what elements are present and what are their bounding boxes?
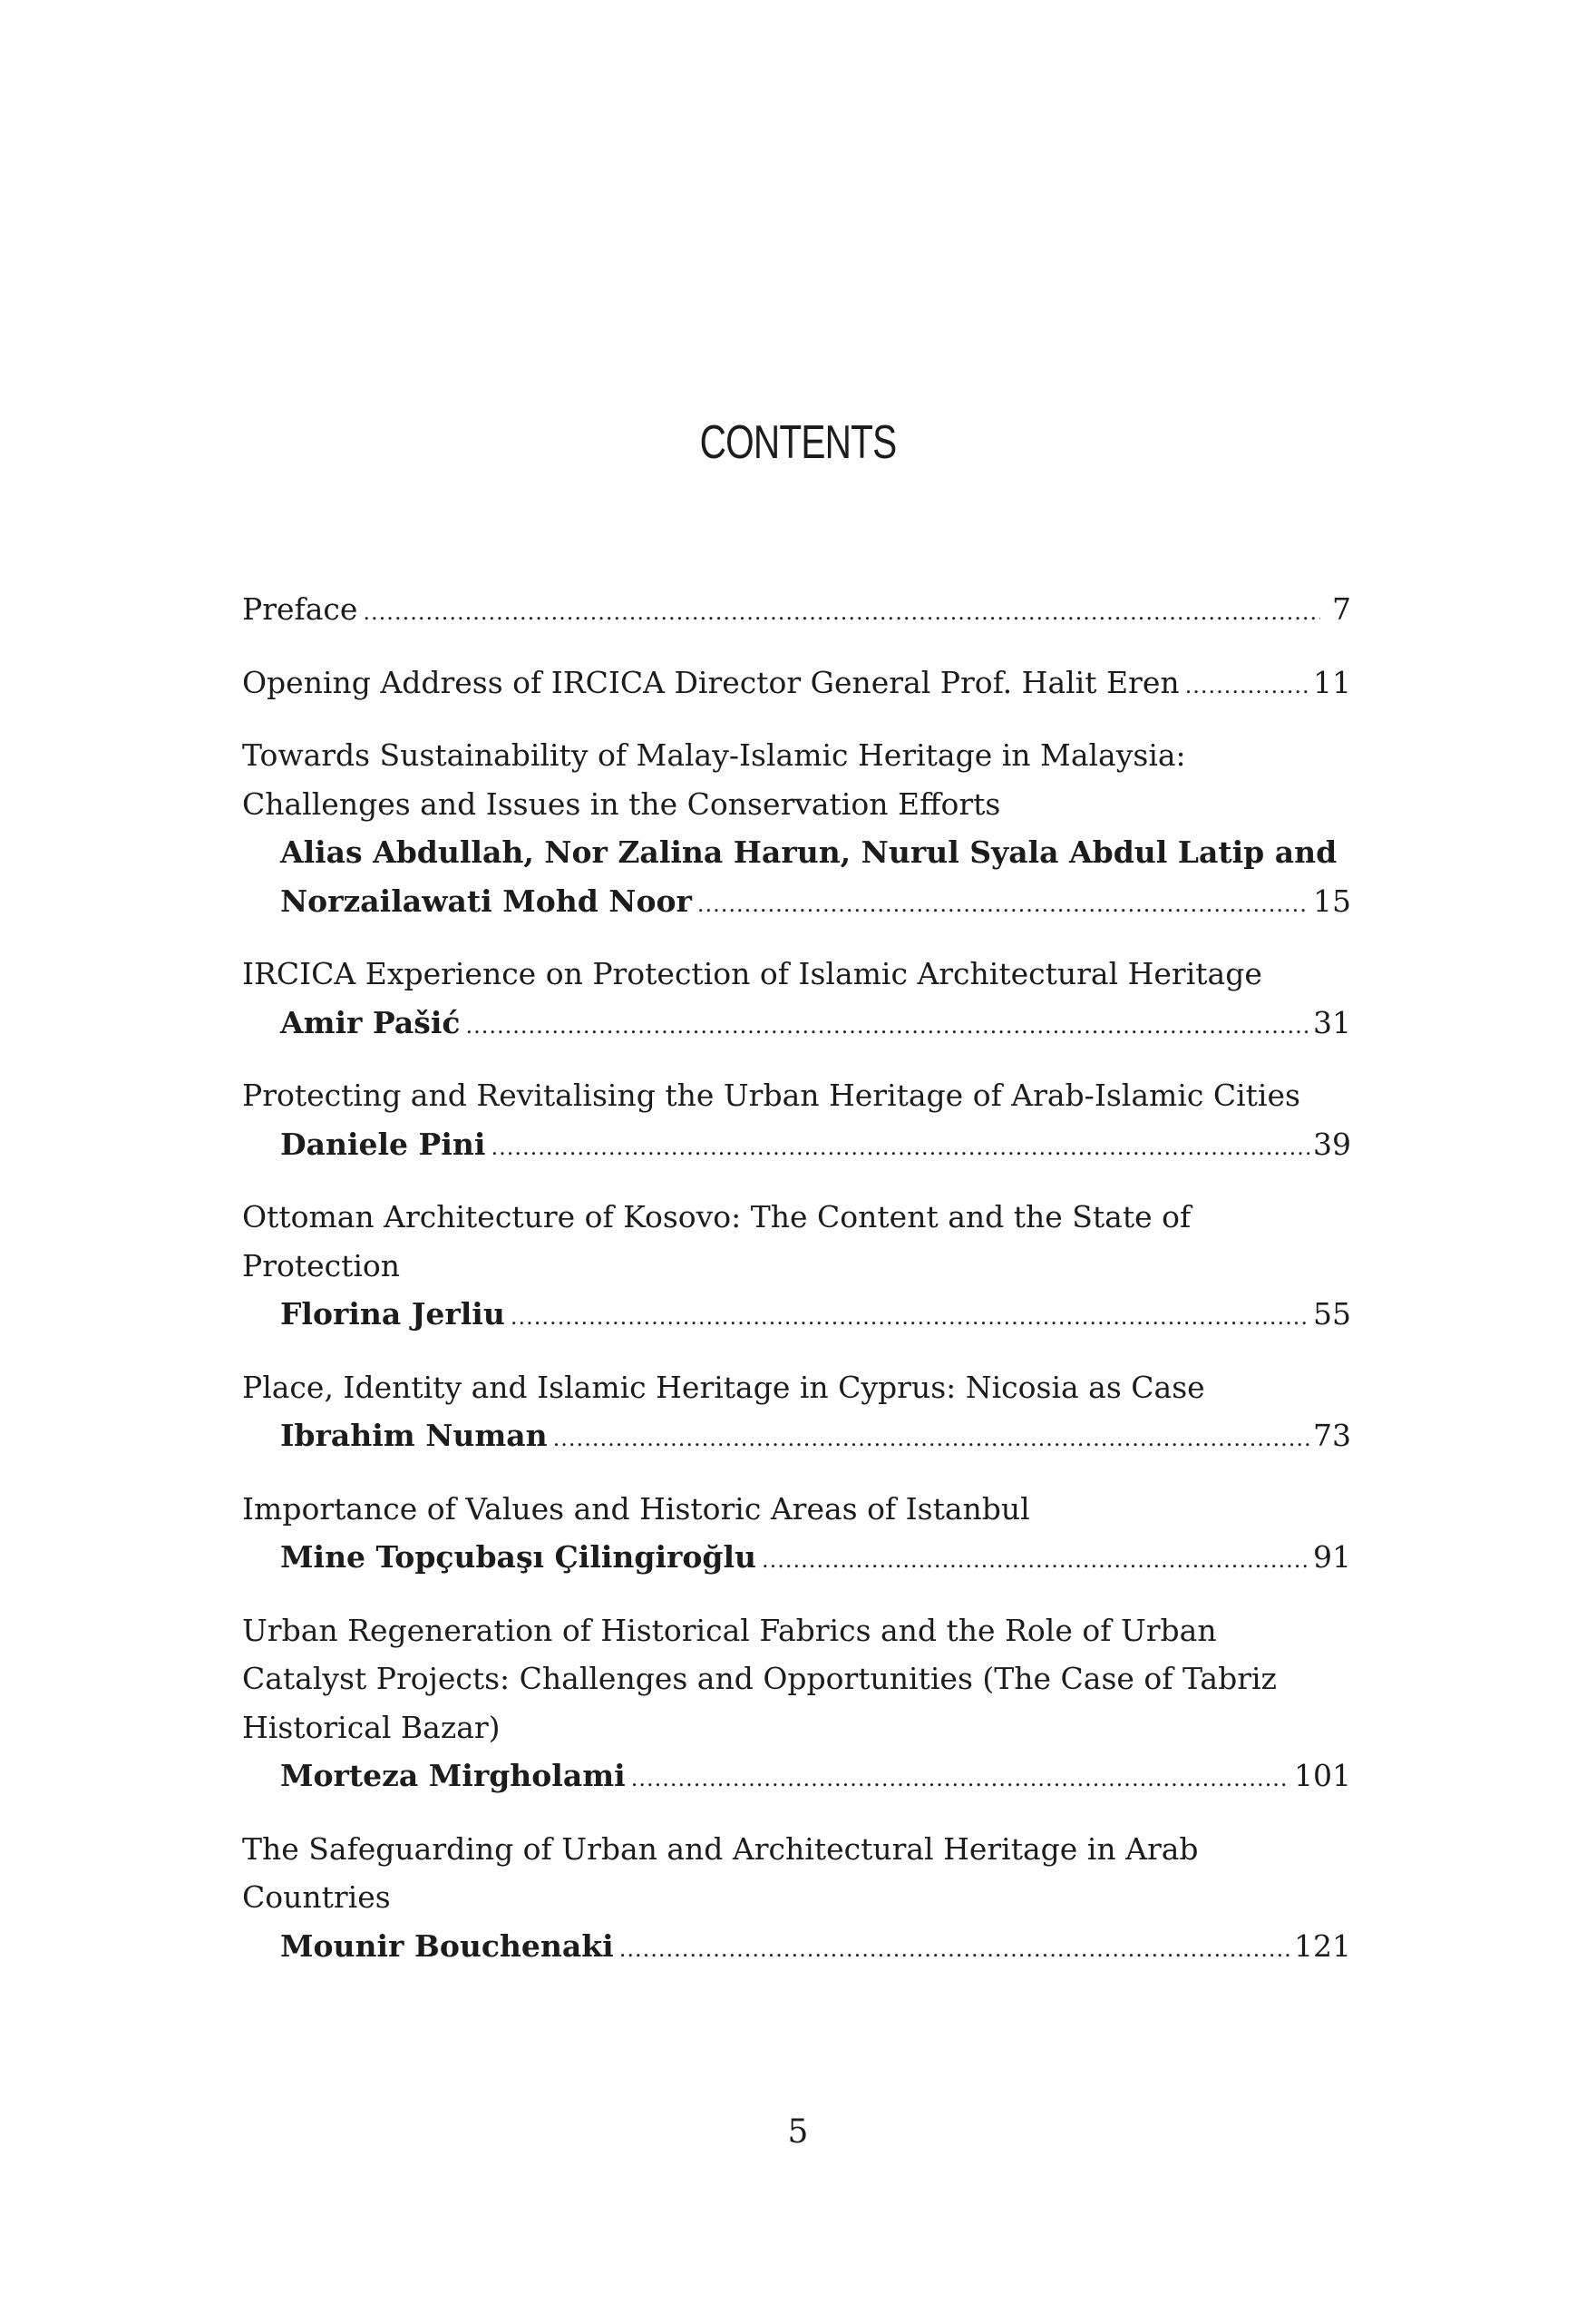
toc-author-text: Morteza Mirgholami (280, 1758, 626, 1793)
toc-entry (242, 1825, 1351, 1975)
dot-leader (1185, 662, 1309, 711)
toc-entry-title (242, 1606, 1351, 1655)
toc-entry-title (242, 1654, 1351, 1703)
toc-title-text: Historical Bazar) (242, 1709, 501, 1745)
toc-entry (242, 731, 1351, 929)
dot-leader (363, 589, 1320, 638)
page-title: CONTENTS (699, 416, 897, 469)
toc-title-text: Towards Sustainability of Malay-Islamic Heritage in Malaysia: (242, 737, 1186, 773)
toc-page-number: 101 (1294, 1758, 1351, 1793)
toc-entry (242, 585, 1351, 638)
toc-page-number: 91 (1313, 1539, 1351, 1575)
toc-entry-author (242, 1290, 1351, 1342)
toc-entry (242, 1363, 1351, 1464)
toc-page-number: 73 (1313, 1418, 1351, 1453)
toc-entry (242, 1193, 1351, 1342)
toc-page-number: 11 (1313, 664, 1351, 700)
toc-title-text: Protecting and Revitalising the Urban Heritage of Arab-Islamic Cities (242, 1078, 1300, 1113)
toc-author-text: Ibrahim Numan (280, 1418, 548, 1453)
toc-author-text: Alias Abdullah, Nor Zalina Harun, Nurul Syala Abdul Latip and (280, 834, 1338, 870)
toc-title-text: Protection (242, 1247, 401, 1283)
toc-title-text: Ottoman Architecture of Kosovo: The Content and the State of (242, 1199, 1192, 1234)
toc-page-number: 39 (1313, 1126, 1351, 1162)
toc-entry (242, 950, 1351, 1050)
toc-entry-title (242, 950, 1351, 999)
toc-author-text: Amir Pašić (280, 1004, 461, 1040)
toc-entry (242, 1606, 1351, 1804)
toc-entry-author (242, 1533, 1351, 1585)
dot-leader (631, 1755, 1290, 1804)
toc-entry-title (242, 1703, 1351, 1752)
dot-leader (491, 1124, 1309, 1173)
toc-title-text: Challenges and Issues in the Conservation Efforts (242, 785, 1001, 822)
toc-entry-title (242, 1363, 1351, 1412)
toc-title-text: Catalyst Projects: Challenges and Opportunities (The Case of Tabriz (242, 1661, 1277, 1696)
toc-title-text: Preface (242, 591, 358, 627)
dot-leader (762, 1537, 1309, 1585)
toc-entry-title (242, 1193, 1351, 1242)
toc-title-text: Importance of Values and Historic Areas of Istanbul (242, 1490, 1030, 1527)
toc-title-text: IRCICA Experience on Protection of Islamic Architectural Heritage (242, 956, 1262, 991)
page-number: 5 (787, 2113, 809, 2151)
toc-entry-title (242, 1071, 1351, 1120)
toc-title-text: Opening Address of IRCICA Director General Prof. Halit Eren (242, 664, 1180, 700)
toc-entry-author (242, 1120, 1351, 1173)
toc-entry-title (242, 780, 1351, 829)
dot-leader (511, 1293, 1309, 1342)
toc-title-text: Place, Identity and Islamic Heritage in Cyprus: Nicosia as Case (242, 1369, 1205, 1405)
toc-entry-author (242, 1751, 1351, 1804)
toc-title-text: Urban Regeneration of Historical Fabrics and the Role of Urban (242, 1612, 1217, 1648)
toc-entry-title (242, 1242, 1351, 1291)
toc-entry-author (242, 828, 1351, 877)
toc-entry-author (242, 1922, 1351, 1975)
toc-page-number: 121 (1294, 1927, 1351, 1964)
toc-author-text: Norzailawati Mohd Noor (280, 883, 692, 919)
toc-author-text: Mine Topçubaşı Çilingiroğlu (280, 1539, 757, 1575)
toc-entry-author (242, 999, 1351, 1051)
dot-leader (465, 1002, 1309, 1051)
toc-entry-title (242, 1825, 1351, 1874)
toc-entry-title (242, 585, 1351, 638)
toc-author-text: Daniele Pini (280, 1126, 486, 1162)
toc-entry (242, 1071, 1351, 1172)
toc-entry-author (242, 877, 1351, 930)
toc-entry-author (242, 1411, 1351, 1464)
toc-page-number: 7 (1332, 591, 1351, 627)
toc-page-number: 15 (1313, 883, 1351, 919)
toc-entry-title (242, 1873, 1351, 1922)
dot-leader (697, 881, 1309, 930)
table-of-contents (242, 585, 1351, 1995)
toc-entry-title (242, 1485, 1351, 1534)
toc-page-number: 55 (1313, 1296, 1351, 1332)
toc-author-text: Mounir Bouchenaki (280, 1927, 614, 1964)
toc-entry-title (242, 659, 1351, 711)
dot-leader (619, 1926, 1290, 1975)
toc-entry (242, 659, 1351, 711)
toc-title-text: Countries (242, 1879, 391, 1915)
toc-title-text: The Safeguarding of Urban and Architectural Heritage in Arab (242, 1830, 1199, 1867)
dot-leader (553, 1415, 1309, 1464)
toc-page-number: 31 (1313, 1004, 1351, 1040)
toc-entry (242, 1485, 1351, 1585)
toc-entry-title (242, 731, 1351, 780)
toc-author-text: Florina Jerliu (280, 1296, 505, 1332)
